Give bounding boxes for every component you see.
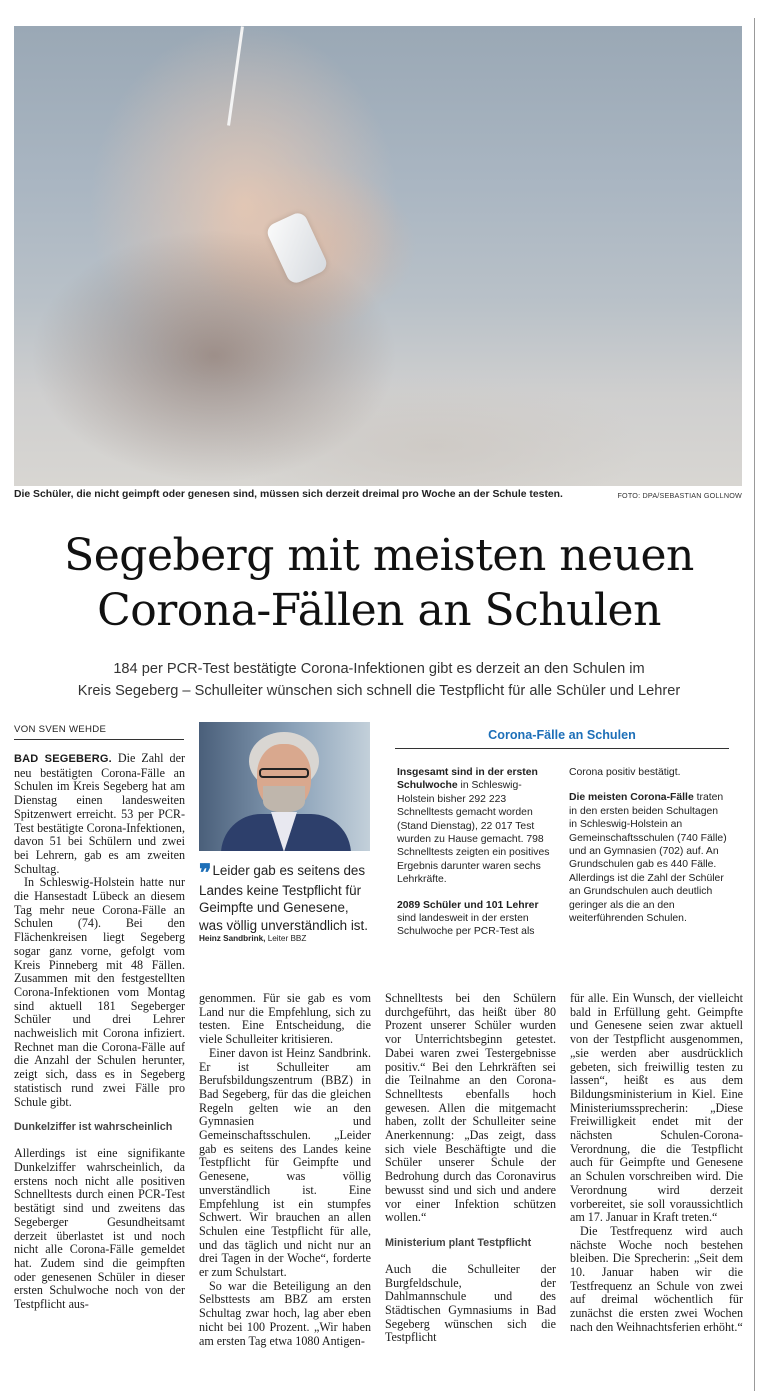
info-left-text-2: sind landesweit in der ersten Schulwoche per PCR-Test als (397, 913, 535, 938)
dateline: BAD SEGEBERG. (14, 753, 112, 765)
info-box-right-column (569, 766, 729, 937)
column-1-text-1: Die Zahl der neu bestätigten Corona-Fälle an Schulen im Kreis Segeberg hat am Dienstag einen landesweiten Spitzenwert erreicht. 53 per PCR-Test bestätigte Corona-Infektionen, davon 51 bei Schülern und zwei bei Lehrern, gab es am zweiten Schultag. (14, 752, 185, 876)
info-right-paragraph-1: Corona positiv bestätigt. (569, 767, 681, 778)
info-right-text-2: traten in den ersten beiden Schultagen in Schleswig-Holstein an Gemeinschaftsschulen (740 Fälle) und an Gymnasien (702) auf. An Grundschulen gab es 440 Fälle. Allerdings ist die Zahl der Schüler an Grundschulen auch deutlich geringer als die an den weiterführenden Schulen. (569, 792, 727, 925)
info-right-paragraph-2 (569, 791, 729, 925)
column-2-paragraph-2: Einer davon ist Heinz Sandbrink. Er ist Schulleiter am Berufsbildungszentrum (BBZ) in Bad Segeberg, für das die gleichen Regeln gelten wie an den Gymnasien und Gemeinschaftsschulen. „Leider gab es seitens des Landes keine Testpflicht für Geimpfte und Genesene, was völlig unverständlich ist. Eine Empfehlung ist ein stumpfes Schwert. Wir brauchen an allen Schulen eine Testpflicht für alle, und das täglich und nicht nur an drei Tagen in der Woche“, forderte er zum Schulstart. (199, 1045, 371, 1280)
photo-test-swab (227, 26, 244, 125)
quote-author-name: Heinz Sandbrink, (199, 934, 266, 943)
info-box-title: Corona-Fälle an Schulen (395, 728, 729, 749)
quote-author-role: Leiter BBZ (267, 934, 307, 943)
page-edge-line (754, 18, 755, 1391)
pull-quote-text: Leider gab es seitens des Landes keine Testpflicht für Geimpfte und Genesene, was völlig unverständlich ist. (199, 863, 368, 933)
column-3-paragraph-2: Auch die Schulleiter der Burgfeldschule, der Dahlmannschule und des Städtischen Gymnasiums in Bad Segeberg wünschen sich die Testpflicht (385, 1261, 556, 1345)
column-2-paragraph-1: genommen. Für sie gab es vom Land nur die Empfehlung, sich zu testen. Eine Entscheidung, die viele Schulleiter kritisieren. (199, 992, 371, 1047)
info-right-bold-2: Die meisten Corona-Fälle (569, 792, 694, 804)
article-column-4 (570, 992, 743, 1390)
article-photo (14, 26, 742, 486)
portrait-photo (199, 722, 370, 851)
info-left-paragraph-1 (397, 766, 557, 887)
headline-line-1: Segeberg mit meisten neuen (64, 530, 694, 581)
pull-quote (199, 858, 371, 934)
photo-test-tube (264, 210, 329, 286)
subhead-line-1: 184 per PCR-Test bestätigte Corona-Infektionen gibt es derzeit an den Schulen im (113, 661, 645, 677)
byline: VON SVEN WEHDE (14, 724, 184, 740)
article-column-1 (14, 752, 185, 1390)
column-3-paragraph-1: Schnelltests bei den Schülern durchgeführt, das heißt über 80 Prozent unserer Schüler wurden vor Unterrichtsbeginn getestet. Dabei waren zwei Testergebnisse positiv.“ Bei den Lehrkräften sei die Teilnahme an den Corona-Schnelltests ebenfalls hoch gewesen. Allen die mitgemacht haben, zollt der Schulleiter seine Anerkennung: „Das zeigt, dass sich viele Beschäftigte und die Schüler unserer Schule der Bedrohung durch das Coronavirus bewusst sind und sich und andere vor einer Infektion schützen wollen.“ (385, 992, 556, 1225)
column-2-paragraph-3: So war die Beteiligung an den Selbsttests am BBZ am ersten Schultag zwar hoch, lag aber eben nicht bei 100 Prozent. „Wir haben am ersten Tag etwa 1080 Antigen- (199, 1278, 371, 1348)
info-box-left-column (397, 766, 557, 951)
headline-line-2: Corona-Fällen an Schulen (97, 585, 661, 636)
info-left-bold-1: Insgesamt sind in der ersten Schulwoche (397, 767, 538, 792)
column-4-paragraph-2: Die Testfrequenz wird auch nächste Woche noch bestehen bleiben. Die Sprecherin: „Seit dem 10. Januar haben wir die Testfrequenz an Schule von zwei auf dreimal wöchentlich für zunächst die ersten zwei Wochen nach den Weihnachtsferien erhöht.“ (570, 1223, 743, 1334)
article-headline (0, 528, 758, 638)
section-subhead-ministerium: Ministerium plant Testpflicht (385, 1236, 532, 1249)
pull-quote-author (199, 934, 306, 943)
portrait-beard (263, 786, 305, 812)
quote-mark-icon: ❜❜ (199, 858, 209, 887)
article-column-3 (385, 992, 556, 1390)
column-1-paragraph-1 (14, 752, 185, 876)
article-subheadline (0, 658, 758, 702)
column-1-paragraph-3: Allerdings ist eine signifikante Dunkelziffer wahrscheinlich, da erstens noch nicht alle positiven Schnelltests durch einen PCR-Test bestätigt sind und zweitens das Segeberger Gesundheitsamt derzeit überlastet ist und noch nicht alle Corona-Fälle gemeldet hat. Zudem sind die geimpften oder genesenen Schüler in dieser ersten Schulwoche noch von der Testpflicht aus- (14, 1146, 185, 1312)
info-left-text-1: in Schleswig-Holstein bisher 292 223 Schnelltests gemacht worden (Stand Dienstag), 22 017 Test wurden zu Hause gemacht. 798 Schnelltests zeigten ein positives Ergebnis darunter waren sechs Lehrkräfte. (397, 780, 550, 886)
section-subhead-dunkelziffer: Dunkelziffer ist wahrscheinlich (14, 1121, 173, 1134)
article-column-2 (199, 992, 371, 1390)
info-left-paragraph-2 (397, 899, 557, 939)
subhead-line-2: Kreis Segeberg – Schulleiter wünschen sich schnell die Testpflicht für alle Schüler und Lehrer (77, 683, 681, 699)
photo-credit: FOTO: DPA/SEBASTIAN GOLLNOW (617, 491, 742, 500)
photo-caption: Die Schüler, die nicht geimpft oder genesen sind, müssen sich derzeit dreimal pro Woche an der Schule testen. (14, 489, 563, 500)
info-left-bold-2: 2089 Schüler und 101 Lehrer (397, 899, 539, 911)
portrait-glasses (259, 768, 309, 778)
column-1-paragraph-2: In Schleswig-Holstein hatte nur die Hansestadt Lübeck an diesem Tag mehr neue Corona-Fälle an Schulen (74). Bei den Flächenkreisen liegt Segeberg sogar ganz vorne, gefolgt vom Kreis Pinneberg mit 48 Fällen. Zusammen mit den festgestellten Corona-Infektionen vom Montag sind aktuell 181 Segeberger Schüler und drei Lehrer nachweislich mit Corona infiziert. Rechnet man die Corona-Fälle auf die Anzahl der Schulen herunter, zeigt sich, dass es in Segeberg statistisch rund zwei Fälle pro Schule gibt. (14, 875, 185, 1109)
column-4-paragraph-1: für alle. Ein Wunsch, der vielleicht bald in Erfüllung geht. Geimpfte und Genesene seien zwar aktuell von der Testpflicht ausgenommen, „sie werden aber ausdrücklich gebeten, sich freiwillig testen zu lassen“, heißt es aus dem Bildungsministerium in Kiel. Eine Ministeriumssprecherin: „Diese Freiwilligkeit endet mit der nächsten Schulen-Corona-Verordnung, die die Testpflicht auch für Geimpfte und Genesene an Schulen vorschreiben wird. Die Verordnung wird derzeit vorbereitet, sie soll voraussichtlich am 17. Januar in Kraft treten.“ (570, 992, 743, 1225)
info-box (395, 728, 729, 938)
